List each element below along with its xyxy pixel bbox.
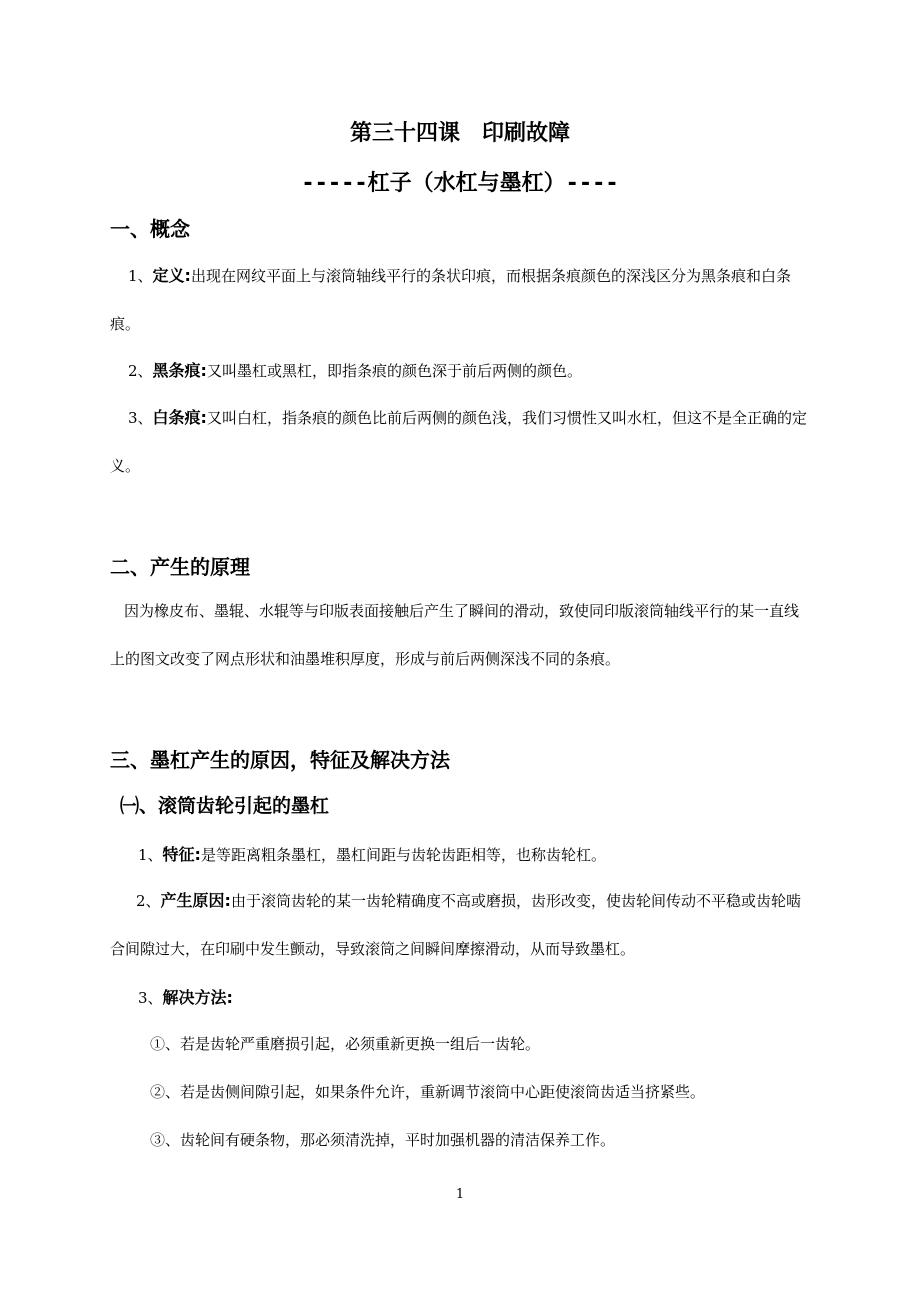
feature-text: 是等距离粗条墨杠，墨杠间距与齿轮齿距相等，也称齿轮杠。	[200, 846, 606, 864]
definition-paragraph	[110, 252, 810, 348]
subtitle-suffix: ----	[565, 171, 619, 196]
solution-number: 3、	[138, 989, 163, 1007]
section-heading-causes: 三、墨杠产生的原因，特征及解决方法	[110, 748, 450, 772]
solution-label: 解决方法:	[162, 988, 233, 1007]
subtitle-prefix: -----	[301, 171, 368, 196]
section-heading-concept: 一、概念	[110, 217, 190, 241]
black-streak-text: 又叫墨杠或黑杠，即指条痕的颜色深于前后两侧的颜色。	[206, 362, 582, 380]
reason-paragraph	[110, 877, 810, 973]
white-streak-paragraph	[110, 394, 810, 490]
solution-heading	[138, 985, 233, 1008]
page-number: 1	[455, 1187, 465, 1202]
white-streak-label: 白条痕:	[152, 408, 207, 427]
black-streak-number: 2、	[128, 362, 153, 380]
reason-number: 2、	[136, 892, 161, 910]
principle-paragraph: 因为橡皮布、墨辊、水辊等与印版表面接触后产生了瞬间的滑动，致使同印版滚筒轴线平行的某一直线上的图文改变了网点形状和油墨堆积厚度，形成与前后两侧深浅不同的条痕。	[110, 602, 800, 668]
definition-label: 定义:	[152, 266, 191, 285]
black-streak-label: 黑条痕:	[152, 361, 207, 380]
solution-item: ③、齿轮间有硬条物，那必须清洗掉，平时加强机器的清洁保养工作。	[150, 1131, 616, 1149]
subtitle-text: 杠子（水杠与墨杠）	[367, 171, 566, 196]
subsection-heading-gear: ㈠、滚筒齿轮引起的墨杠	[120, 795, 330, 817]
section-heading-principle: 二、产生的原理	[110, 555, 250, 579]
black-streak-paragraph	[128, 358, 582, 381]
reason-text: 由于滚筒齿轮的某一齿轮精确度不高或磨损，齿形改变，使齿轮间传动不平稳或齿轮啮合间隙过大，在印刷中发生颤动，导致滚筒之间瞬间摩擦滑动，从而导致墨杠。	[110, 892, 801, 958]
feature-number: 1、	[138, 846, 163, 864]
solution-item: ②、若是齿侧间隙引起，如果条件允许，重新调节滚筒中心距使滚筒齿适当挤紧些。	[150, 1083, 706, 1101]
white-streak-number: 3、	[128, 409, 153, 427]
feature-paragraph	[138, 842, 606, 865]
reason-label: 产生原因:	[160, 891, 231, 910]
definition-number: 1、	[128, 267, 153, 285]
definition-text: 出现在网纹平面上与滚筒轴线平行的条状印痕，而根据条痕颜色的深浅区分为黑条痕和白条痕。	[110, 267, 791, 333]
feature-label: 特征:	[162, 845, 201, 864]
lesson-title: 第三十四课 印刷故障	[349, 121, 570, 146]
white-streak-text: 又叫白杠，指条痕的颜色比前后两侧的颜色浅，我们习惯性又叫水杠，但这不是全正确的定义。	[110, 409, 807, 475]
lesson-subtitle	[0, 166, 920, 197]
solution-item: ①、若是齿轮严重磨损引起，必须重新更换一组后一齿轮。	[150, 1035, 541, 1053]
